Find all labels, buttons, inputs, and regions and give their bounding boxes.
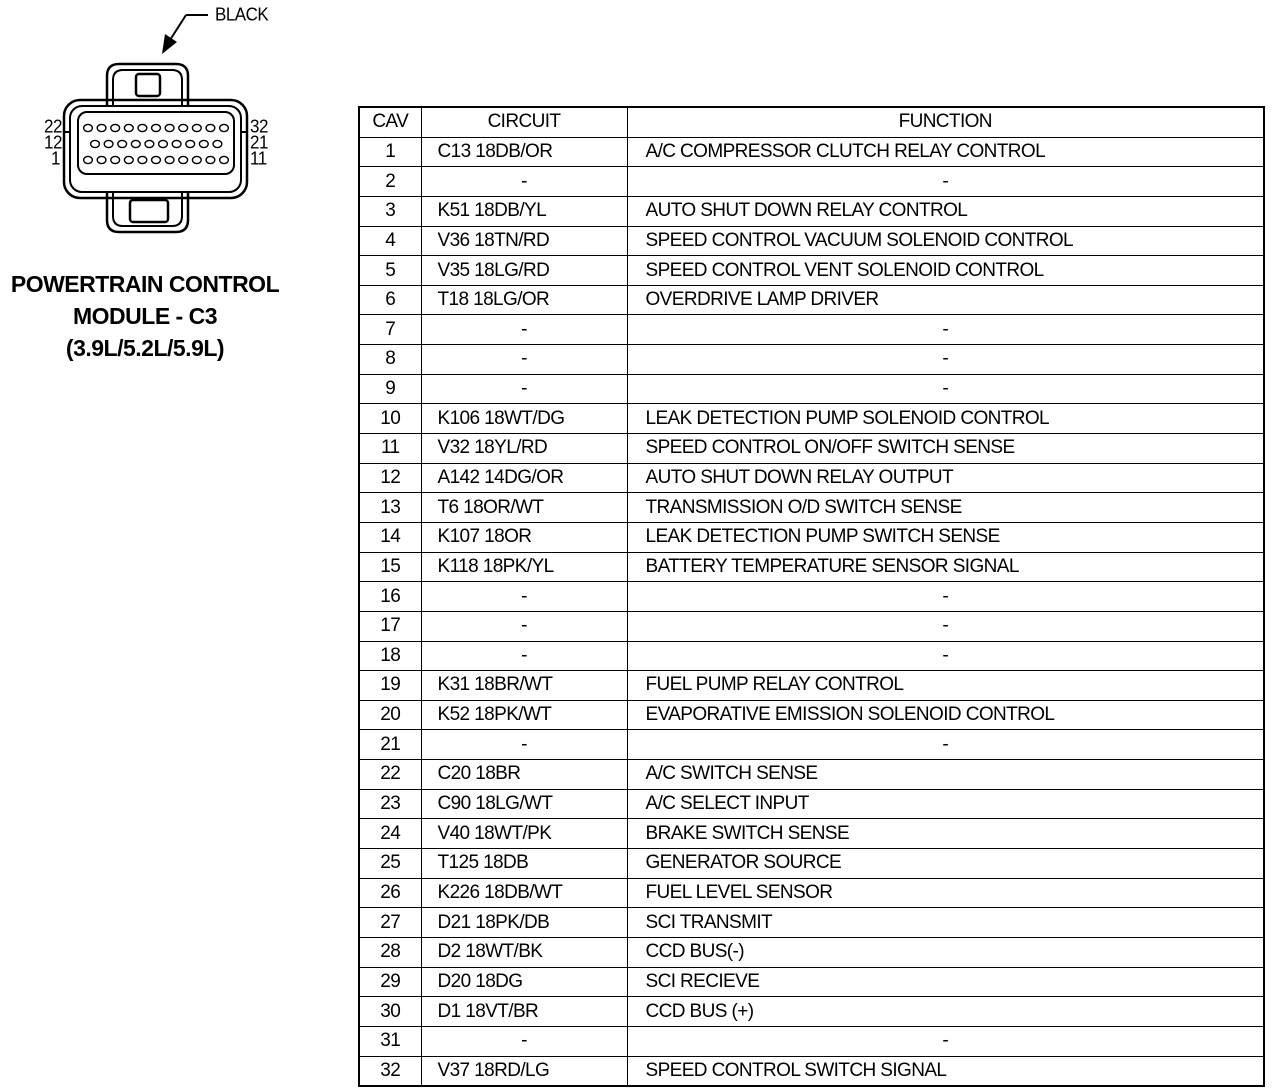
cav-cell: 21	[359, 730, 421, 760]
function-cell: -	[627, 582, 1264, 612]
function-cell: SCI RECIEVE	[627, 967, 1264, 997]
header-cav: CAV	[359, 107, 421, 137]
pin-cavity	[84, 156, 93, 163]
pin-label-12: 12	[44, 132, 62, 153]
cav-cell: 20	[359, 700, 421, 730]
function-cell: LEAK DETECTION PUMP SOLENOID CONTROL	[627, 404, 1264, 434]
circuit-cell: K51 18DB/YL	[421, 196, 627, 226]
function-cell: -	[627, 374, 1264, 404]
cav-cell: 22	[359, 760, 421, 790]
cav-cell: 8	[359, 345, 421, 375]
cav-cell: 16	[359, 582, 421, 612]
pin-cavity	[97, 124, 106, 131]
circuit-cell: K118 18PK/YL	[421, 552, 627, 582]
pin-cavity	[104, 140, 113, 147]
function-cell: BATTERY TEMPERATURE SENSOR SIGNAL	[627, 552, 1264, 582]
circuit-cell: C13 18DB/OR	[421, 137, 627, 167]
cav-cell: 7	[359, 315, 421, 345]
table-row	[359, 285, 1264, 315]
table-row	[359, 137, 1264, 167]
pin-cavity	[206, 156, 215, 163]
table-row	[359, 167, 1264, 197]
color-pointer-arrow	[162, 15, 208, 54]
circuit-cell: -	[421, 730, 627, 760]
circuit-cell: D2 18WT/BK	[421, 937, 627, 967]
function-cell: -	[627, 641, 1264, 671]
table-row	[359, 937, 1264, 967]
cav-cell: 28	[359, 937, 421, 967]
circuit-cell: T18 18LG/OR	[421, 285, 627, 315]
pin-cavity	[172, 140, 181, 147]
pin-cavity	[145, 140, 154, 147]
circuit-cell: -	[421, 374, 627, 404]
pin-label-21: 21	[250, 132, 268, 153]
pin-cavity-grid	[84, 124, 229, 163]
table-row	[359, 226, 1264, 256]
pin-cavity	[152, 156, 161, 163]
function-cell: -	[627, 1026, 1264, 1056]
function-cell: -	[627, 611, 1264, 641]
table-row	[359, 730, 1264, 760]
function-cell: A/C SWITCH SENSE	[627, 760, 1264, 790]
pin-cavity	[118, 140, 127, 147]
pin-cavity	[84, 124, 93, 131]
cav-cell: 25	[359, 849, 421, 879]
function-cell: SPEED CONTROL ON/OFF SWITCH SENSE	[627, 434, 1264, 464]
function-cell: -	[627, 730, 1264, 760]
pin-label-32: 32	[250, 116, 268, 137]
pin-cavity	[97, 156, 106, 163]
header-circuit: CIRCUIT	[421, 107, 627, 137]
function-cell: A/C COMPRESSOR CLUTCH RELAY CONTROL	[627, 137, 1264, 167]
circuit-cell: A142 14DG/OR	[421, 463, 627, 493]
table-row	[359, 849, 1264, 879]
pin-cavity	[206, 124, 215, 131]
function-cell: SCI TRANSMIT	[627, 908, 1264, 938]
cav-cell: 32	[359, 1056, 421, 1086]
pin-cavity	[192, 156, 201, 163]
cav-cell: 17	[359, 611, 421, 641]
cav-cell: 26	[359, 878, 421, 908]
circuit-cell: D21 18PK/DB	[421, 908, 627, 938]
table-row	[359, 878, 1264, 908]
cav-cell: 30	[359, 997, 421, 1027]
function-cell: LEAK DETECTION PUMP SWITCH SENSE	[627, 522, 1264, 552]
function-cell: EVAPORATIVE EMISSION SOLENOID CONTROL	[627, 700, 1264, 730]
table-row	[359, 493, 1264, 523]
pin-cavity	[159, 140, 168, 147]
cav-cell: 6	[359, 285, 421, 315]
table-row	[359, 256, 1264, 286]
table-row	[359, 196, 1264, 226]
function-cell: SPEED CONTROL VACUUM SOLENOID CONTROL	[627, 226, 1264, 256]
pin-cavity	[91, 140, 100, 147]
function-cell: SPEED CONTROL SWITCH SIGNAL	[627, 1056, 1264, 1086]
table-row	[359, 760, 1264, 790]
pin-label-22: 22	[44, 116, 62, 137]
pin-cavity	[213, 140, 222, 147]
pin-cavity	[220, 156, 229, 163]
circuit-cell: V40 18WT/PK	[421, 819, 627, 849]
table-row	[359, 908, 1264, 938]
pin-cavity	[165, 156, 174, 163]
pin-cavity	[138, 124, 147, 131]
function-cell: AUTO SHUT DOWN RELAY OUTPUT	[627, 463, 1264, 493]
table-row	[359, 582, 1264, 612]
table-row	[359, 819, 1264, 849]
table-row	[359, 374, 1264, 404]
module-title-line-2: MODULE - C3	[73, 303, 217, 329]
pin-label-11: 11	[250, 148, 267, 169]
cav-cell: 5	[359, 256, 421, 286]
cav-cell: 31	[359, 1026, 421, 1056]
function-cell: OVERDRIVE LAMP DRIVER	[627, 285, 1264, 315]
table-row	[359, 611, 1264, 641]
function-cell: BRAKE SWITCH SENSE	[627, 819, 1264, 849]
cav-cell: 15	[359, 552, 421, 582]
pin-cavity	[131, 140, 140, 147]
pin-cavity	[186, 140, 195, 147]
table-row	[359, 315, 1264, 345]
circuit-cell: T6 18OR/WT	[421, 493, 627, 523]
pin-cavity	[111, 124, 120, 131]
pin-cavity	[138, 156, 147, 163]
function-cell: CCD BUS (+)	[627, 997, 1264, 1027]
table-row	[359, 552, 1264, 582]
table-row	[359, 967, 1264, 997]
circuit-cell: -	[421, 315, 627, 345]
module-title	[0, 268, 290, 364]
circuit-cell: K107 18OR	[421, 522, 627, 552]
pinout-table	[358, 106, 1265, 1087]
cav-cell: 29	[359, 967, 421, 997]
connector-color-label: BLACK	[215, 4, 269, 25]
circuit-cell: -	[421, 1026, 627, 1056]
connector-housing	[64, 64, 247, 232]
table-row	[359, 434, 1264, 464]
circuit-cell: -	[421, 582, 627, 612]
cav-cell: 13	[359, 493, 421, 523]
pin-cavity	[152, 124, 161, 131]
circuit-cell: -	[421, 611, 627, 641]
pin-cavity	[124, 124, 133, 131]
circuit-cell: -	[421, 345, 627, 375]
pin-cavity	[199, 140, 208, 147]
pin-cavity	[220, 124, 229, 131]
circuit-cell: K52 18PK/WT	[421, 700, 627, 730]
function-cell: A/C SELECT INPUT	[627, 789, 1264, 819]
cav-cell: 23	[359, 789, 421, 819]
circuit-cell: V37 18RD/LG	[421, 1056, 627, 1086]
header-function: FUNCTION	[627, 107, 1264, 137]
function-cell: -	[627, 315, 1264, 345]
cav-cell: 14	[359, 522, 421, 552]
cav-cell: 24	[359, 819, 421, 849]
function-cell: CCD BUS(-)	[627, 937, 1264, 967]
table-row	[359, 789, 1264, 819]
cav-cell: 1	[359, 137, 421, 167]
table-row	[359, 1026, 1264, 1056]
table-row	[359, 997, 1264, 1027]
circuit-cell: D1 18VT/BR	[421, 997, 627, 1027]
table-header-row	[359, 107, 1264, 137]
module-title-line-1: POWERTRAIN CONTROL	[10, 271, 280, 297]
function-cell: TRANSMISSION O/D SWITCH SENSE	[627, 493, 1264, 523]
table-row	[359, 671, 1264, 701]
pin-label-1: 1	[51, 148, 60, 169]
function-cell: FUEL PUMP RELAY CONTROL	[627, 671, 1264, 701]
cav-cell: 4	[359, 226, 421, 256]
table-row	[359, 700, 1264, 730]
pin-cavity	[179, 156, 188, 163]
cav-cell: 19	[359, 671, 421, 701]
module-title-line-3: (3.9L/5.2L/5.9L)	[65, 335, 225, 361]
function-cell: -	[627, 345, 1264, 375]
pin-cavity	[165, 124, 174, 131]
circuit-cell: -	[421, 641, 627, 671]
cav-cell: 10	[359, 404, 421, 434]
function-cell: FUEL LEVEL SENSOR	[627, 878, 1264, 908]
table-row	[359, 463, 1264, 493]
circuit-cell: D20 18DG	[421, 967, 627, 997]
circuit-cell: T125 18DB	[421, 849, 627, 879]
function-cell: -	[627, 167, 1264, 197]
function-cell: GENERATOR SOURCE	[627, 849, 1264, 879]
circuit-cell: C20 18BR	[421, 760, 627, 790]
cav-cell: 27	[359, 908, 421, 938]
circuit-cell: -	[421, 167, 627, 197]
pin-cavity	[192, 124, 201, 131]
circuit-cell: V32 18YL/RD	[421, 434, 627, 464]
circuit-cell: V35 18LG/RD	[421, 256, 627, 286]
cav-cell: 2	[359, 167, 421, 197]
function-cell: AUTO SHUT DOWN RELAY CONTROL	[627, 196, 1264, 226]
table-row	[359, 522, 1264, 552]
table-row	[359, 404, 1264, 434]
circuit-cell: C90 18LG/WT	[421, 789, 627, 819]
table-row	[359, 641, 1264, 671]
pin-cavity	[124, 156, 133, 163]
cav-cell: 12	[359, 463, 421, 493]
cav-cell: 18	[359, 641, 421, 671]
table-row	[359, 345, 1264, 375]
circuit-cell: K31 18BR/WT	[421, 671, 627, 701]
table-row	[359, 1056, 1264, 1086]
circuit-cell: V36 18TN/RD	[421, 226, 627, 256]
function-cell: SPEED CONTROL VENT SOLENOID CONTROL	[627, 256, 1264, 286]
cav-cell: 3	[359, 196, 421, 226]
pin-cavity	[179, 124, 188, 131]
cav-cell: 11	[359, 434, 421, 464]
circuit-cell: K106 18WT/DG	[421, 404, 627, 434]
pin-cavity	[111, 156, 120, 163]
cav-cell: 9	[359, 374, 421, 404]
circuit-cell: K226 18DB/WT	[421, 878, 627, 908]
